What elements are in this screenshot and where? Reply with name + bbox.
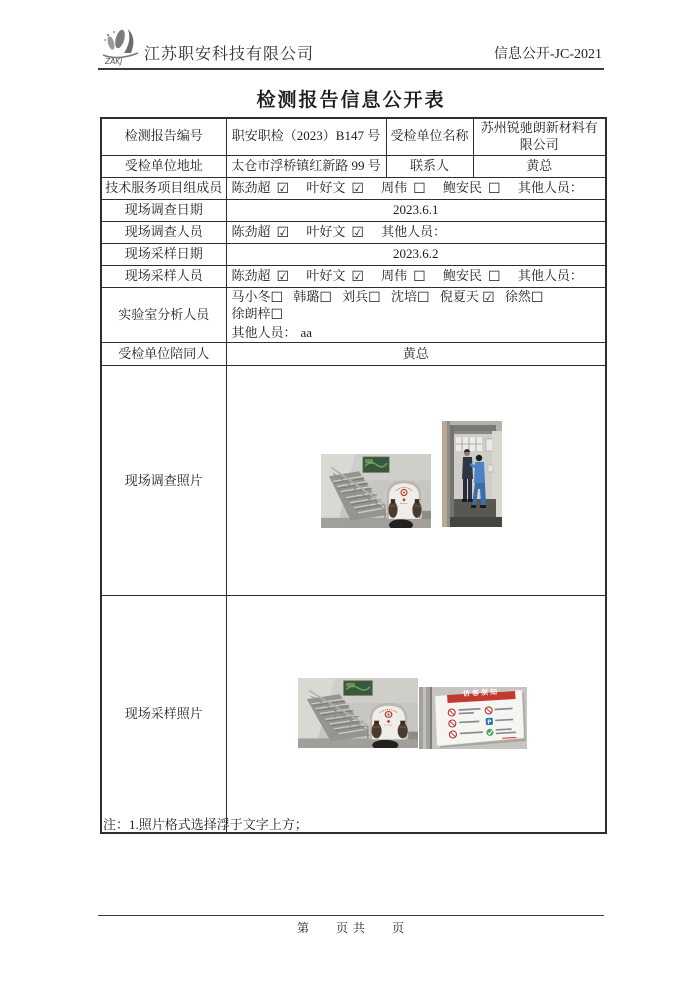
row-lab-staff [101,287,606,343]
other-personnel-label: 其他人员： [231,324,297,340]
checkbox-icon: ☐ [319,289,332,306]
member-name: 叶好文 [306,179,346,195]
footnote: 注：1.照片格式选择浮于文字上方； [103,817,308,832]
cell-sample-staff [226,265,606,287]
other-personnel-label: 其他人员： [517,267,583,283]
member-name: 鲍安民 [442,179,482,195]
member-name: 陈劲超 [231,179,271,195]
cell-team-members [226,177,606,199]
value-sample-date: 2023.6.2 [226,243,606,265]
member [443,268,501,283]
company-name: 江苏职安科技有限公司 [144,46,315,63]
row-team [101,177,606,199]
value-unit-name: 苏州锐驰朗新材料有限公司 [473,118,606,155]
member [232,268,290,283]
checkbox-icon: ☐ [413,268,426,285]
checkbox-icon: ☑ [276,268,290,285]
sample-photo-staircase [298,678,418,748]
member [443,180,501,195]
row-unit-address [101,155,606,177]
row-sample-date [101,243,606,265]
member [306,180,364,195]
member [232,180,290,195]
sample-photo-visitor-sign [419,687,527,749]
label-report-no: 检测报告编号 [101,118,226,155]
info-table [100,117,607,834]
checkbox-icon: ☐ [530,289,544,306]
checkbox-icon: ☐ [417,289,430,306]
checkbox-icon: ☐ [488,268,501,285]
footer-page-number: 第 页 共 页 [296,921,405,935]
member-name: 陈劲超 [231,223,271,239]
label-sample-date: 现场采样日期 [101,243,226,265]
footer-rule [98,915,604,916]
checkbox-icon: ☐ [413,180,426,197]
row-sample-photos [101,596,606,833]
row-survey-staff [101,221,606,243]
member-name: 韩璐 [293,288,320,304]
member [293,289,332,304]
value-unit-address: 太仓市浮桥镇红新路 99 号 [226,155,386,177]
label-survey-photos: 现场调查照片 [101,366,226,596]
cell-survey-photos [226,366,606,596]
cell-survey-staff [226,221,606,243]
other-personnel-label: 其他人员： [381,223,447,239]
value-contact: 黄总 [473,155,606,177]
member [381,268,426,283]
logo-text: ZAKJ [105,57,123,66]
row-survey-date [101,199,606,221]
value-companion: 黄总 [226,343,606,366]
checkbox-icon: ☐ [270,306,284,323]
label-lab-staff: 实验室分析人员 [101,287,226,343]
checkbox-icon: ☐ [368,289,381,306]
other-personnel-value: aa [300,324,313,340]
member-name: 叶好文 [306,267,346,283]
member-name: 马小冬 [231,288,271,304]
svg-text:P: P [486,720,492,727]
member [306,224,364,239]
label-companion: 受检单位陪同人 [101,343,226,366]
checkbox-icon: ☑ [482,289,495,306]
value-survey-date: 2023.6.1 [226,199,606,221]
member [381,180,426,195]
member-name: 叶好文 [306,223,346,239]
visitor-sign-title: 访客须知 [462,688,499,699]
other-personnel-label: 其他人员： [517,179,583,195]
row-companion [101,343,606,366]
member-name: 沈培 [390,288,417,304]
label-unit-name: 受检单位名称 [386,118,473,155]
checkbox-icon: ☑ [276,180,290,197]
page-header [98,26,604,70]
label-team: 技术服务项目组成员 [101,177,226,199]
row-sample-staff [101,265,606,287]
checkbox-icon: ☐ [488,180,501,197]
label-survey-staff: 现场调查人员 [101,221,226,243]
member-name: 周伟 [381,179,408,195]
member [505,289,544,304]
value-report-no: 职安职检（2023）B147 号 [226,118,386,155]
row-survey-photos [101,366,606,596]
member-name: 徐然 [504,288,531,304]
member [391,289,430,304]
doc-code: 信息公开-JC-2021 [493,47,602,62]
checkbox-icon: ☑ [351,224,364,241]
checkbox-icon: ☑ [351,268,364,285]
row-report-no [101,118,606,155]
label-sample-staff: 现场采样人员 [101,265,226,287]
page-title: 检测报告信息公开表 [256,90,446,111]
member [232,306,284,321]
member [342,289,381,304]
member [232,224,290,239]
label-sample-photos: 现场采样照片 [101,596,226,833]
survey-photo-doorway [442,421,502,527]
member-name: 鲍安民 [442,267,482,283]
member-name: 陈劲超 [231,267,271,283]
label-unit-address: 受检单位地址 [101,155,226,177]
member [232,289,284,304]
other-personnel-line [232,325,603,342]
company-logo-icon [98,26,142,66]
member-name: 徐朗梓 [231,305,271,321]
label-contact: 联系人 [386,155,473,177]
member-name: 周伟 [381,267,408,283]
label-survey-date: 现场调查日期 [101,199,226,221]
checkbox-icon: ☐ [270,289,284,306]
member-name: 刘兵 [342,288,369,304]
member [440,289,495,304]
member-name: 倪夏天 [439,288,479,304]
checkbox-icon: ☑ [276,224,290,241]
survey-photo-staircase [321,454,431,528]
cell-lab-staff [226,287,606,343]
member [306,268,364,283]
checkbox-icon: ☑ [351,180,364,197]
cell-sample-photos [226,596,606,833]
